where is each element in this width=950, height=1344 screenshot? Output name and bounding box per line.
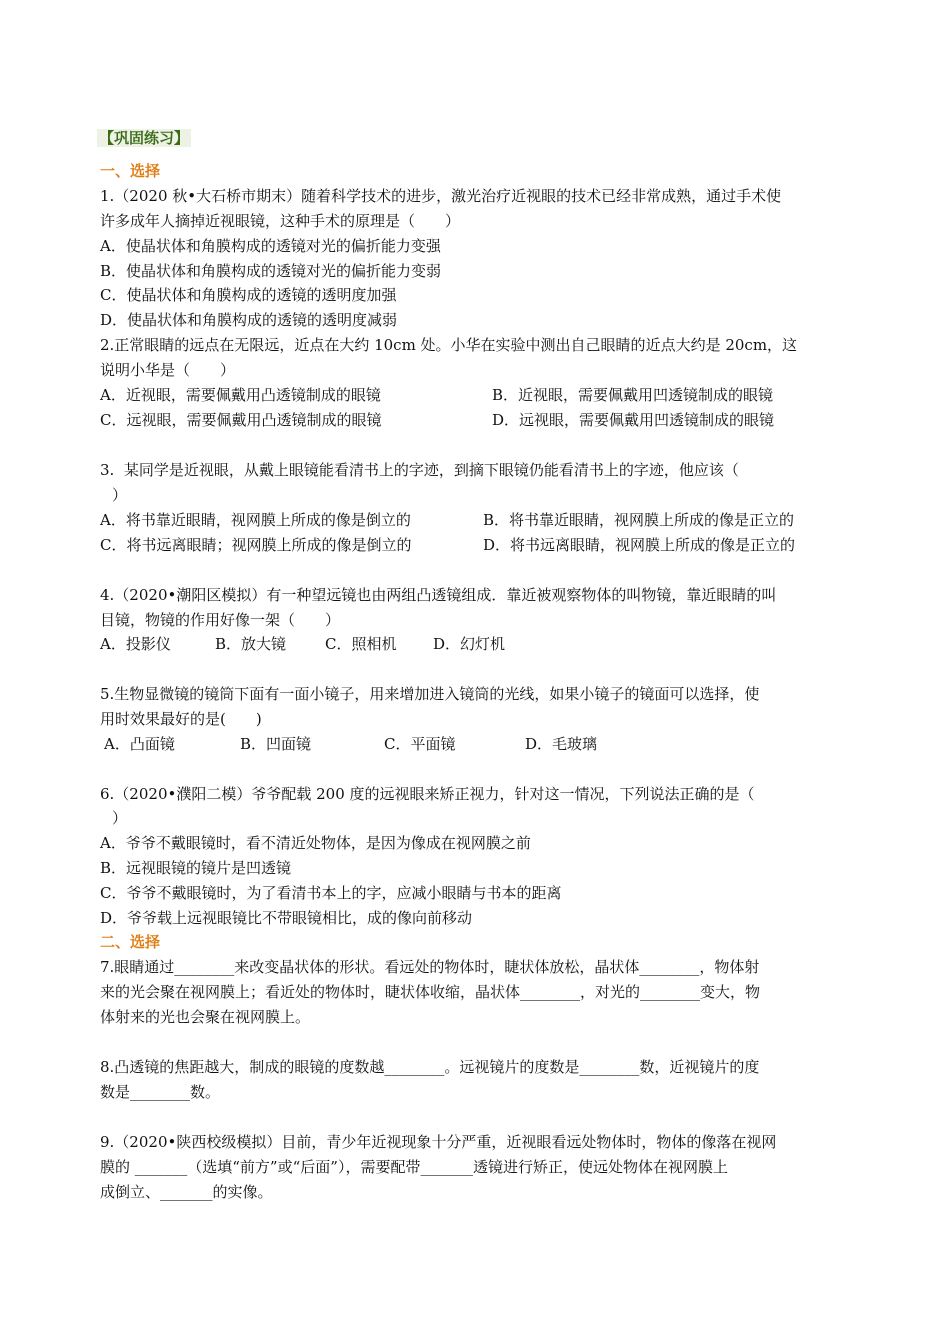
q7-line3: 体射来的光也会聚在视网膜上。 <box>100 1008 311 1026</box>
q5-stem-line1: 5.生物显微镜的镜筒下面有一面小镜子，用来增加进入镜筒的光线，如果小镜子的镜面可以选择，使 <box>100 685 760 703</box>
q8-line1: 8.凸透镜的焦距越大，制成的眼镜的度数越________。远视镜片的度数是________数，近视镜片的度 <box>100 1058 760 1076</box>
q2-option-b: B．近视眼，需要佩戴用凹透镜制成的眼镜 <box>492 386 774 404</box>
q6-option-c: C．爷爷不戴眼镜时，为了看清书本上的字，应减小眼睛与书本的距离 <box>100 884 562 902</box>
q3-option-d: D．将书远离眼睛，视网膜上所成的像是正立的 <box>483 536 796 554</box>
q4-stem-line2: 目镜，物镜的作用好像一架（ ） <box>100 611 341 629</box>
q9-line3: 成倒立、_______的实像。 <box>100 1183 273 1201</box>
q3-option-c: C．将书远离眼睛；视网膜上所成的像是倒立的 <box>100 536 412 554</box>
q1-option-a: A．使晶状体和角膜构成的透镜对光的偏折能力变强 <box>100 237 441 255</box>
q4-option-d: D．幻灯机 <box>433 635 506 653</box>
q3-option-b: B．将书靠近眼睛，视网膜上所成的像是正立的 <box>483 511 795 529</box>
q6-option-b: B．远视眼镜的镜片是凹透镜 <box>100 859 292 877</box>
section-title: 【巩固练习】 <box>99 129 190 147</box>
q7-line2: 来的光会聚在视网膜上；看近处的物体时，睫状体收缩，晶状体________，对光的________变大，物 <box>100 983 761 1001</box>
q1-stem-line1: 1.（2020 秋•大石桥市期末）随着科学技术的进步，激光治疗近视眼的技术已经非常成熟，通过手术使 <box>100 187 782 205</box>
q5-option-b: B．凹面镜 <box>240 735 312 753</box>
q1-stem-line2: 许多成年人摘掉近视眼镜，这种手术的原理是（ ） <box>100 212 461 230</box>
q1-option-c: C．使晶状体和角膜构成的透镜的透明度加强 <box>100 286 397 304</box>
q9-line2: 膜的 _______（选填“前方”或“后面”），需要配带_______透镜进行矫正，使远处物体在视网膜上 <box>100 1158 728 1176</box>
q5-option-a: A．凸面镜 <box>104 735 175 753</box>
q8-line2: 数是________数。 <box>100 1083 221 1101</box>
q5-option-c: C．平面镜 <box>384 735 456 753</box>
q4-option-b: B．放大镜 <box>215 635 287 653</box>
q3-stem-line1: 3. 某同学是近视眼，从戴上眼镜能看清书上的字迹，到摘下眼镜仍能看清书上的字迹，他应该（ <box>100 461 739 479</box>
q5-stem-line2: 用时效果最好的是( ) <box>100 710 262 728</box>
q2-stem-line2: 说明小华是（ ） <box>100 361 236 379</box>
q1-option-b: B．使晶状体和角膜构成的透镜对光的偏折能力变弱 <box>100 262 442 280</box>
q4-stem-line1: 4.（2020•潮阳区模拟）有一种望远镜也由两组凸透镜组成．靠近被观察物体的叫物镜，靠近眼睛的叫 <box>100 586 777 604</box>
q7-line1: 7.眼睛通过________来改变晶状体的形状。看远处的物体时，睫状体放松，晶状体________，物体射 <box>100 958 760 976</box>
q2-option-c: C．远视眼，需要佩戴用凸透镜制成的眼镜 <box>100 411 382 429</box>
q2-option-a: A．近视眼，需要佩戴用凸透镜制成的眼镜 <box>100 386 381 404</box>
q4-option-a: A．投影仪 <box>100 635 171 653</box>
q4-option-c: C．照相机 <box>325 635 397 653</box>
q2-option-d: D．远视眼，需要佩戴用凹透镜制成的眼镜 <box>492 411 775 429</box>
q9-line1: 9.（2020•陕西校级模拟）目前，青少年近视现象十分严重，近视眼看远处物体时，物体的像落在视网 <box>100 1133 777 1151</box>
q6-option-d: D．爷爷载上远视眼镜比不带眼镜相比，成的像向前移动 <box>100 909 473 927</box>
q6-stem-line1: 6.（2020•濮阳二模）爷爷配载 200 度的远视眼来矫正视力，针对这一情况，下列说法正确的是（ <box>100 785 755 803</box>
q1-option-d: D．使晶状体和角膜构成的透镜的透明度减弱 <box>100 311 398 329</box>
q3-option-a: A．将书靠近眼睛，视网膜上所成的像是倒立的 <box>100 511 411 529</box>
q6-option-a: A．爷爷不戴眼镜时，看不清近处物体，是因为像成在视网膜之前 <box>100 834 531 852</box>
q5-option-d: D．毛玻璃 <box>525 735 598 753</box>
q2-stem-line1: 2.正常眼睛的远点在无限远，近点在大约 10cm 处。小华在实验中测出自己眼睛的近点大约是 20cm，这 <box>100 336 798 354</box>
q3-stem-line2: ） <box>112 486 128 504</box>
subsection-title-1: 一、选择 <box>100 162 161 180</box>
subsection-title-2: 二、选择 <box>100 933 161 951</box>
q6-stem-line2: ） <box>112 809 128 827</box>
